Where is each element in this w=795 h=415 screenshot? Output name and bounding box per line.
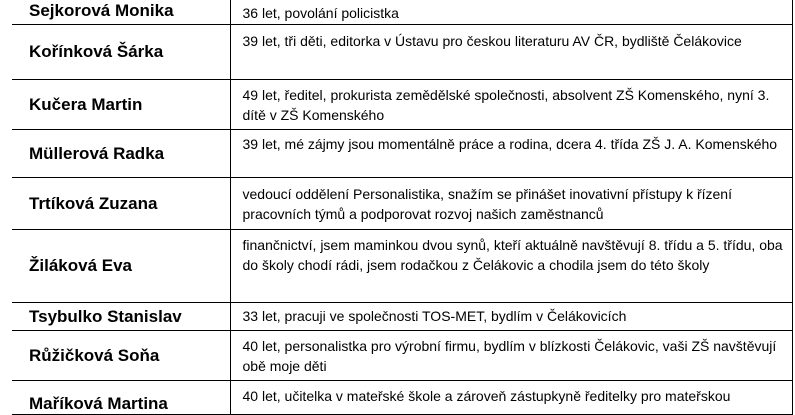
- table-row: [12, 80, 792, 130]
- candidate-description: 39 let, mé zájmy jsou momentálně práce a rodina, dcera 4. třída ZŠ J. A. Komenského: [230, 130, 792, 178]
- candidate-name: Tsybulko Stanislav: [12, 303, 230, 331]
- candidate-description: 36 let, povolání policistka: [230, 0, 792, 25]
- candidate-name: Sejkorová Monika: [12, 0, 230, 25]
- table-row: [12, 230, 792, 303]
- candidate-description: 39 let, tři děti, editorka v Ústavu pro českou literaturu AV ČR, bydliště Čelákovice: [230, 25, 792, 80]
- table-row: [12, 25, 792, 80]
- candidate-name: Žiláková Eva: [12, 230, 230, 303]
- candidate-description: 49 let, ředitel, prokurista zemědělské společnosti, absolvent ZŠ Komenského, nyní 3. dítě v ZŠ Komenského: [230, 80, 792, 130]
- candidate-name: Kořínková Šárka: [12, 25, 230, 80]
- candidate-name: Maříková Martina: [12, 381, 230, 415]
- table-row: [12, 178, 792, 230]
- table-row: [12, 130, 792, 178]
- table-row: [12, 0, 792, 25]
- candidate-description: 33 let, pracuji ve společnosti TOS-MET, bydlím v Čelákovicích: [230, 303, 792, 331]
- table-row: [12, 303, 792, 331]
- table-row: [12, 331, 792, 381]
- candidate-name: Kučera Martin: [12, 80, 230, 130]
- candidate-description: 40 let, personalistka pro výrobní firmu, bydlím v blízkosti Čelákovic, vaši ZŠ navštěvují obě moje děti: [230, 331, 792, 381]
- candidate-name: Růžičková Soňa: [12, 331, 230, 381]
- candidate-description: vedoucí oddělení Personalistika, snažím se přinášet inovativní přístupy k řízení pracovních týmů a podporovat rozvoj našich zaměstnanců: [230, 178, 792, 230]
- candidate-description: 40 let, učitelka v mateřské škole a zároveň zástupkyně ředitelky pro mateřskou: [230, 381, 792, 415]
- candidate-table: [12, 0, 793, 415]
- candidate-description: finančnictví, jsem maminkou dvou synů, kteří aktuálně navštěvují 8. třídu a 5. třídu, oba do školy chodí rádi, jsem rodačkou z Čelákovic a chodila jsem do této školy: [230, 230, 792, 303]
- candidate-name: Müllerová Radka: [12, 130, 230, 178]
- table-row: [12, 381, 792, 415]
- candidate-name: Trtíková Zuzana: [12, 178, 230, 230]
